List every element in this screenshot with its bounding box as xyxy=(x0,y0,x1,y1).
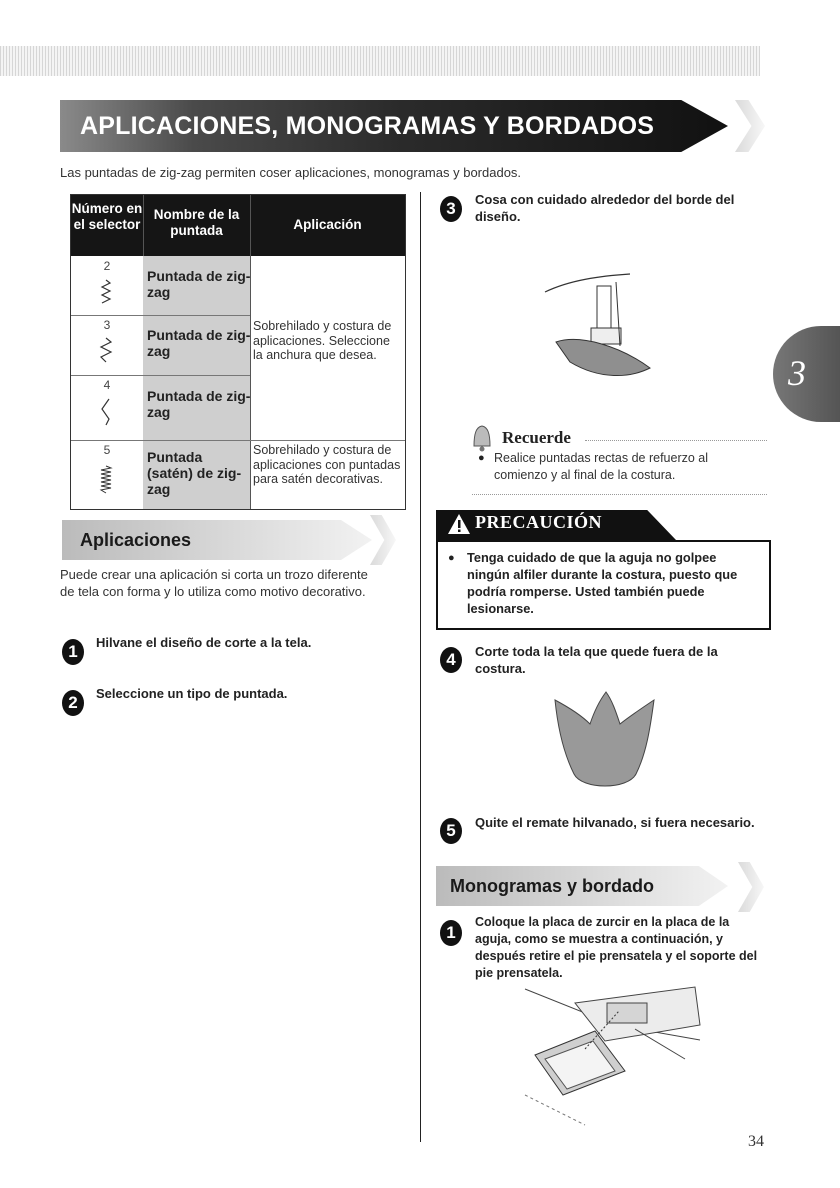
zigzag-stitch-icon xyxy=(99,337,113,363)
top-decorative-band xyxy=(0,46,760,76)
stitch-number: 3 xyxy=(103,318,111,332)
stitch-name: Puntada de zig-zag xyxy=(147,327,251,359)
application-text: Sobrehilado y costura de aplicaciones. Seleccione la anchura que desea. xyxy=(253,319,392,362)
page-number: 34 xyxy=(748,1133,764,1150)
row-divider xyxy=(71,315,250,316)
page-title: APLICACIONES, MONOGRAMAS Y BORDADOS xyxy=(80,112,655,140)
row-divider xyxy=(71,375,250,376)
dotted-rule xyxy=(472,494,767,495)
caution-title: PRECAUCIÓN xyxy=(475,512,603,532)
stitch-number: 5 xyxy=(103,443,111,457)
chapter-number: 3 xyxy=(788,353,806,393)
bell-icon xyxy=(466,420,498,452)
aplicaciones-text: Puede crear una aplicación si corta un trozo diferente de tela con forma y lo utiliza como motivo decorativo. xyxy=(60,567,368,599)
stitch-name: Puntada de zig-zag xyxy=(147,388,251,420)
step-text: Quite el remate hilvanado, si fuera necesario. xyxy=(475,815,755,830)
step-number: 2 xyxy=(62,690,84,716)
zigzag-stitch-icon xyxy=(99,397,113,427)
section-chevron xyxy=(738,862,764,912)
stitch-name: Puntada de zig-zag xyxy=(147,268,251,300)
stitch-table xyxy=(70,194,406,510)
step-number: 4 xyxy=(440,647,462,673)
step-number: 1 xyxy=(62,639,84,665)
step-number: 5 xyxy=(440,818,462,844)
chapter-tab xyxy=(773,326,840,422)
step-number: 1 xyxy=(440,920,462,946)
section-title: Monogramas y bordado xyxy=(450,876,655,896)
recuerde-title: Recuerde xyxy=(502,428,571,447)
step-text: Corte toda la tela que quede fuera de la costura. xyxy=(475,644,718,676)
section-chevron xyxy=(370,515,396,565)
header-name: Nombre de la puntada xyxy=(153,207,240,238)
warning-icon xyxy=(447,513,471,535)
bullet-icon: ● xyxy=(478,452,485,464)
recuerde-text: Realice puntadas rectas de refuerzo al comienzo y al final de la costura. xyxy=(494,451,709,482)
step-text: Seleccione un tipo de puntada. xyxy=(96,686,288,701)
step-number: 3 xyxy=(440,196,462,222)
stitch-name: Puntada (satén) de zig-zag xyxy=(147,449,242,497)
step-text: Coloque la placa de zurcir en la placa de la aguja, como se muestra a continuación, y después retire el pie prensatela y el soporte del pie prensatela. xyxy=(475,915,758,980)
column-divider xyxy=(420,192,421,1142)
satin-stitch-icon xyxy=(99,465,113,495)
intro-text: Las puntadas de zig-zag permiten coser aplicaciones, monogramas y bordados. xyxy=(60,165,522,180)
dotted-rule xyxy=(585,440,767,441)
caution-text: Tenga cuidado de que la aguja no golpee ningún alfiler durante la costura, puesto que podría romperse. Usted también puede lesionarse. xyxy=(467,550,738,616)
tulip-applique-illustration xyxy=(550,690,660,800)
step-text: Cosa con cuidado alrededor del borde del diseño. xyxy=(475,192,735,224)
step-text: Hilvane el diseño de corte a la tela. xyxy=(96,635,312,650)
banner-chevron xyxy=(735,100,765,152)
header-application: Aplicación xyxy=(293,217,362,232)
header-number: Número en el selector xyxy=(71,201,143,232)
stitch-number: 4 xyxy=(103,378,111,392)
row-divider xyxy=(71,440,405,441)
application-text: Sobrehilado y costura de aplicaciones con puntadas para satén decorativas. xyxy=(253,443,401,486)
sewing-foot-illustration xyxy=(540,262,670,392)
zigzag-stitch-icon xyxy=(99,279,113,305)
darning-plate-illustration xyxy=(515,985,705,1130)
section-title: Aplicaciones xyxy=(80,530,192,550)
stitch-number: 2 xyxy=(103,259,111,273)
bullet-icon: ● xyxy=(448,552,455,564)
